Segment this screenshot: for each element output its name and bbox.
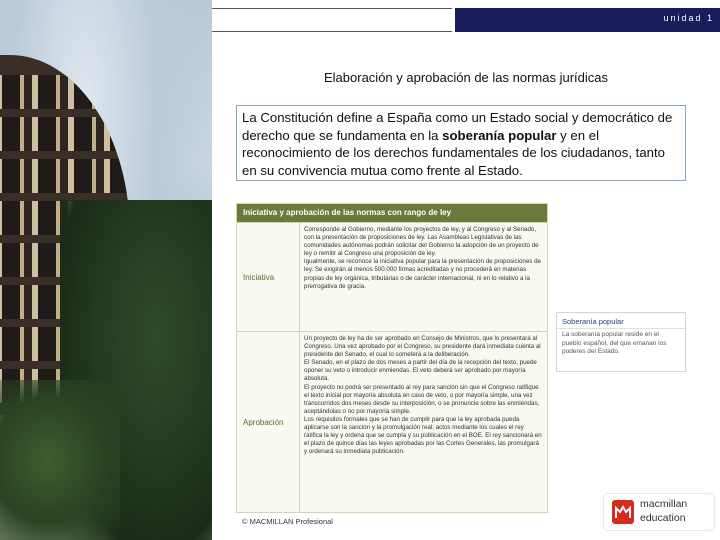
sidebox-text: La soberanía popular reside en el pueblo español, del que emanan los poderes del Estado. — [557, 328, 685, 359]
paragraph: Los requisitos formales que se han de cumplir para que la ley aprobada pueda aplicarse son la sanción y la promulgación real, actos mediante los cuales el rey ratifica la ley y ordena que se cumpla y su publicación en el BOE. El rey sancionará en el plazo de quince días las leyes aprobadas por las Cortes Generales, las promulgará y ordenará su inmediata publicación. — [304, 415, 542, 456]
building-photo — [0, 0, 212, 540]
row-content — [299, 332, 547, 513]
unit-bar — [455, 8, 720, 32]
logo-line2: education — [640, 512, 686, 524]
macmillan-logo — [604, 494, 714, 530]
table-row-aprobacion — [237, 331, 547, 513]
callout-text-bold: soberanía popular — [442, 127, 557, 143]
trees-foreground — [0, 380, 120, 540]
unit-label: unidad 1 — [663, 13, 714, 23]
header-line — [212, 8, 452, 32]
copyright: © MACMILLAN Profesional — [242, 517, 333, 526]
table-header: Iniciativa y aprobación de las normas con rango de ley — [237, 204, 547, 222]
paragraph: Corresponde al Gobierno, mediante los proyectos de ley, y al Congreso y al Senado, con la presentación de proposiciones de ley. Las Asambleas Legislativas de las comunidades autónomas podrán solicitar del Gobierno la adopción de un proyecto de ley o remitir al Congreso una proposición de ley. — [304, 226, 539, 258]
sidebox-title: Soberanía popular — [562, 317, 624, 326]
paragraph: Un proyecto de ley ha de ser aprobado en Consejo de Ministros, que lo presentará al Congreso. Una vez aprobado por el Congreso, su presidente dará inmediata cuenta al presidente del Senado, el cual lo someterá a la deliberación. — [304, 335, 541, 359]
logo-line1: macmillan — [640, 498, 688, 510]
table-row-iniciativa — [237, 222, 547, 331]
callout-text-after: y en el reconocimiento de los derechos fundamentales de los ciudadanos, tanto en su convivencia mutua como frente al Estado. — [242, 127, 666, 178]
callout-text-before: La Constitución define a España como un Estado social y democrático de derecho que se fundamenta en la — [242, 110, 673, 143]
row-label: Iniciativa — [243, 272, 275, 282]
definition-callout — [236, 105, 686, 181]
paragraph: El proyecto no podrá ser presentado al rey para sanción sin que el Congreso ratifique el texto inicial por mayoría absoluta en caso de veto, o por mayoría simple, una vez transcurridos dos meses desde su interposición, o se pronuncie sobre las enmiendas, aceptándolas o no por mayoría simple. — [304, 383, 540, 415]
law-table — [236, 203, 548, 513]
row-label: Aprobación — [243, 418, 284, 427]
paragraph: Igualmente, se reconoce la iniciativa popular para la presentación de proposiciones de ley. Se exigirán al menos 500.000 firmas acreditadas y no procederá en materias propias de ley orgánica, tributarias o de carácter internacional, ni en lo relativo a la prerrogativa de gracia. — [304, 258, 541, 290]
row-content — [299, 223, 547, 331]
page-title: Elaboración y aprobación de las normas jurídicas — [324, 70, 608, 85]
definition-sidebox — [556, 312, 686, 372]
macmillan-logo-icon — [612, 500, 634, 524]
paragraph: El Senado, en el plazo de dos meses a partir del día de la recepción del texto, puede oponer su veto o introducir enmiendas. El veto deberá ser aprobado por mayoría absoluta. — [304, 359, 537, 383]
